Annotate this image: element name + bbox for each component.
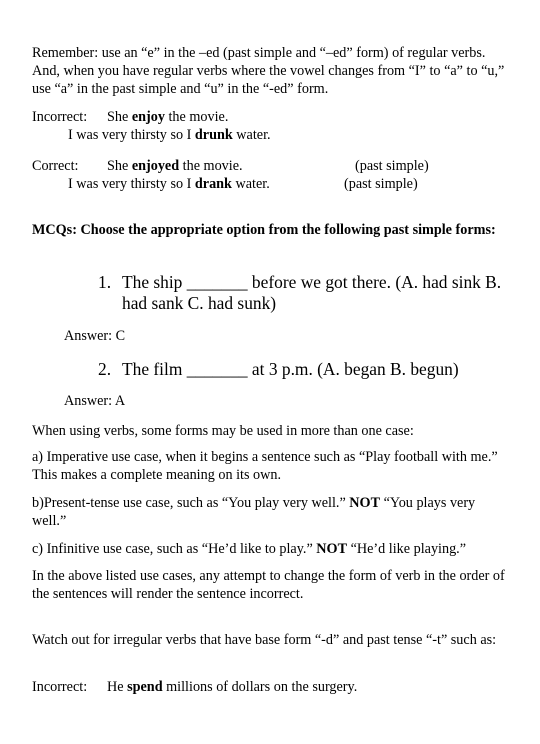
use-case-c: c) Infinitive use case, such as “He’d like to play.” NOT “He’d like playing.” xyxy=(32,541,467,557)
irregular-verb: spend xyxy=(127,679,163,695)
mcq-question-1 xyxy=(98,272,518,314)
not-emphasis: NOT xyxy=(349,495,381,511)
incorrect-verb-2: drunk xyxy=(194,127,233,143)
correct-tag-2: (past simple) xyxy=(344,176,418,192)
mcq-answer-2: Answer: A xyxy=(64,393,126,409)
mcq-question-2 xyxy=(98,359,518,380)
mcq-heading: MCQs: Choose the appropriate option from the following past simple forms: xyxy=(32,222,496,238)
correct-label: Correct: xyxy=(32,158,79,174)
question-number: 2. xyxy=(98,359,112,379)
incorrect-label: Incorrect: xyxy=(32,109,88,125)
correct-tag-1: (past simple) xyxy=(355,158,429,174)
use-case-summary: In the above listed use cases, any attempt to change the form of verb in the order of the sentences will render the sentence incorrect. xyxy=(32,568,505,602)
correct-sentence-1: She enjoyed the movie. xyxy=(107,158,243,174)
irregular-incorrect-example xyxy=(32,678,512,696)
correct-verb-2: drank xyxy=(194,176,232,192)
not-emphasis: NOT xyxy=(316,541,348,557)
incorrect-sentence-2: I was very thirsty so I drunk water. xyxy=(68,127,271,143)
correct-example xyxy=(32,157,512,193)
incorrect-sentence-1: She enjoy the movie. xyxy=(107,109,229,125)
correct-sentence-2: I was very thirsty so I drank water. xyxy=(68,176,270,192)
question-text: The film _______ at 3 p.m. (A. began B. begun) xyxy=(122,359,459,379)
irregular-incorrect-label: Incorrect: xyxy=(32,679,88,695)
incorrect-example xyxy=(32,108,512,144)
question-number: 1. xyxy=(98,272,112,292)
irregular-verbs-intro: Watch out for irregular verbs that have base form “-d” and past tense “-t” such as: xyxy=(32,632,497,648)
question-text: The ship _______ before we got there. (A. had sink B. had sank C. had sunk) xyxy=(122,272,502,313)
correct-verb-1: enjoyed xyxy=(131,158,180,174)
intro-paragraph: Remember: use an “e” in the –ed (past simple and “–ed” form) of regular verbs. And, when you have regular verbs where the vowel changes from “I” to “a” to “u,” use “a” in the past simple and “u” in the “-ed” form. xyxy=(32,45,505,97)
incorrect-verb-1: enjoy xyxy=(131,109,165,125)
irregular-sentence: He spend millions of dollars on the surgery. xyxy=(107,679,358,695)
mcq-answer-1: Answer: C xyxy=(64,328,126,344)
verb-forms-intro: When using verbs, some forms may be used in more than one case: xyxy=(32,423,414,439)
use-case-a: a) Imperative use case, when it begins a sentence such as “Play football with me.” This makes a complete meaning on its own. xyxy=(32,449,498,483)
use-case-b: b)Present-tense use case, such as “You play very well.” NOT “You plays very well.” xyxy=(32,495,476,529)
